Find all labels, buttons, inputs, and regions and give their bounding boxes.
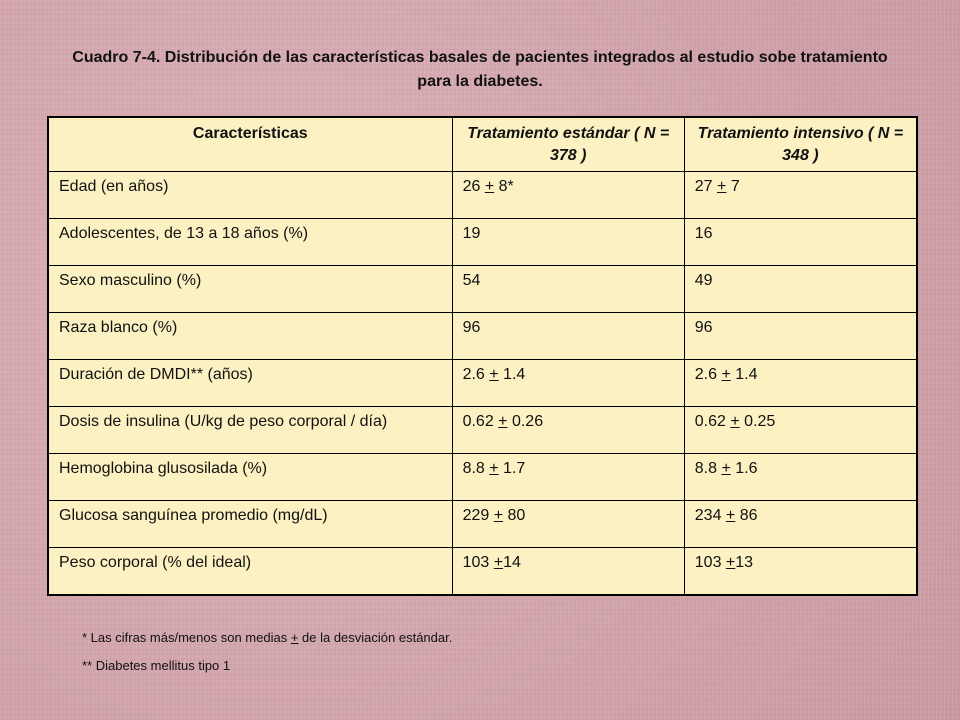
table-row	[48, 454, 917, 501]
value-part: 1.4	[730, 366, 758, 383]
value-part: 8.8	[462, 460, 490, 477]
cell-characteristic: Edad (en años)	[48, 172, 452, 219]
value-part: 103	[694, 554, 726, 571]
cell-intensive-value	[684, 313, 917, 360]
value-part: 2.6	[694, 366, 722, 383]
header-standard-treatment: Tratamiento estándar ( N = 378 )	[452, 117, 684, 172]
table-row	[48, 407, 917, 454]
cell-characteristic: Dosis de insulina (U/kg de peso corporal / día)	[48, 407, 452, 454]
cell-characteristic: Adolescentes, de 13 a 18 años (%)	[48, 219, 452, 266]
cell-standard-value	[452, 454, 684, 501]
value-part: 8.8	[694, 460, 722, 477]
value-part: 80	[503, 507, 526, 524]
value-part: 0.25	[739, 413, 776, 430]
cell-intensive-value	[684, 548, 917, 596]
cell-intensive-value	[684, 172, 917, 219]
cell-intensive-value	[684, 219, 917, 266]
plus-minus-sign: +	[721, 460, 731, 477]
footnote-1-text-b: de la desviación estándar.	[298, 630, 453, 645]
cell-intensive-value	[684, 407, 917, 454]
value-part: 27	[694, 178, 718, 195]
plus-minus-sign: +	[721, 366, 731, 383]
footnotes	[82, 624, 452, 680]
table-row	[48, 172, 917, 219]
value-part: 229	[462, 507, 494, 524]
plus-minus-sign: +	[484, 178, 495, 195]
value-part: 49	[694, 272, 713, 289]
table-header-row	[48, 117, 917, 172]
table-row	[48, 219, 917, 266]
value-part: 19	[462, 225, 481, 242]
cell-intensive-value	[684, 454, 917, 501]
footnote-dmdi: ** Diabetes mellitus tipo 1	[82, 658, 231, 673]
table-row	[48, 360, 917, 407]
plus-minus-sign: +	[489, 366, 499, 383]
plus-minus-sign: +	[725, 554, 736, 571]
cell-standard-value	[452, 313, 684, 360]
cell-characteristic: Hemoglobina glusosilada (%)	[48, 454, 452, 501]
plus-minus-sign: +	[489, 460, 499, 477]
value-part: 7	[726, 178, 740, 195]
plus-minus-sign: +	[493, 554, 504, 571]
cell-characteristic: Glucosa sanguínea promedio (mg/dL)	[48, 501, 452, 548]
cell-intensive-value	[684, 501, 917, 548]
value-part: 96	[694, 319, 713, 336]
value-part: 16	[694, 225, 713, 242]
value-part: 54	[462, 272, 481, 289]
value-part: 14	[503, 554, 521, 571]
cell-characteristic: Peso corporal (% del ideal)	[48, 548, 452, 596]
table-row	[48, 548, 917, 596]
value-part: 13	[735, 554, 754, 571]
value-part: 0.26	[507, 413, 544, 430]
plus-minus-sign: +	[730, 413, 740, 430]
cell-characteristic: Raza blanco (%)	[48, 313, 452, 360]
cell-intensive-value	[684, 360, 917, 407]
table-row	[48, 313, 917, 360]
value-part: 103	[462, 554, 494, 571]
footnote-1-text-a: * Las cifras más/menos son medias	[82, 630, 291, 645]
cell-standard-value	[452, 548, 684, 596]
footnote-1-plus: +	[290, 630, 299, 645]
value-part: 0.62	[694, 413, 731, 430]
cell-standard-value	[452, 360, 684, 407]
value-part: 1.6	[730, 460, 758, 477]
cell-standard-value	[452, 266, 684, 313]
header-intensive-treatment: Tratamiento intensivo ( N = 348 )	[684, 117, 917, 172]
cell-standard-value	[452, 219, 684, 266]
table-row	[48, 501, 917, 548]
cell-standard-value	[452, 172, 684, 219]
characteristics-table	[47, 116, 918, 596]
value-part: 0.62	[462, 413, 499, 430]
value-part: 26	[462, 178, 485, 195]
header-characteristics: Características	[48, 117, 452, 172]
value-part: 96	[462, 319, 481, 336]
cell-characteristic: Duración de DMDI** (años)	[48, 360, 452, 407]
cell-characteristic: Sexo masculino (%)	[48, 266, 452, 313]
value-part: 1.4	[498, 366, 526, 383]
cell-standard-value	[452, 501, 684, 548]
value-part: 1.7	[498, 460, 526, 477]
plus-minus-sign: +	[725, 507, 736, 524]
value-part: 8*	[494, 178, 514, 195]
plus-minus-sign: +	[493, 507, 504, 524]
table-caption: Cuadro 7-4. Distribución de las características basales de pacientes integrados al estudio sobe tratamiento para la diabetes.	[72, 49, 888, 90]
value-part: 234	[694, 507, 726, 524]
plus-minus-sign: +	[717, 178, 727, 195]
cell-standard-value	[452, 407, 684, 454]
table-row	[48, 266, 917, 313]
footnote-plus-minus	[82, 624, 452, 652]
plus-minus-sign: +	[498, 413, 508, 430]
value-part: 86	[735, 507, 758, 524]
cell-intensive-value	[684, 266, 917, 313]
value-part: 2.6	[462, 366, 490, 383]
